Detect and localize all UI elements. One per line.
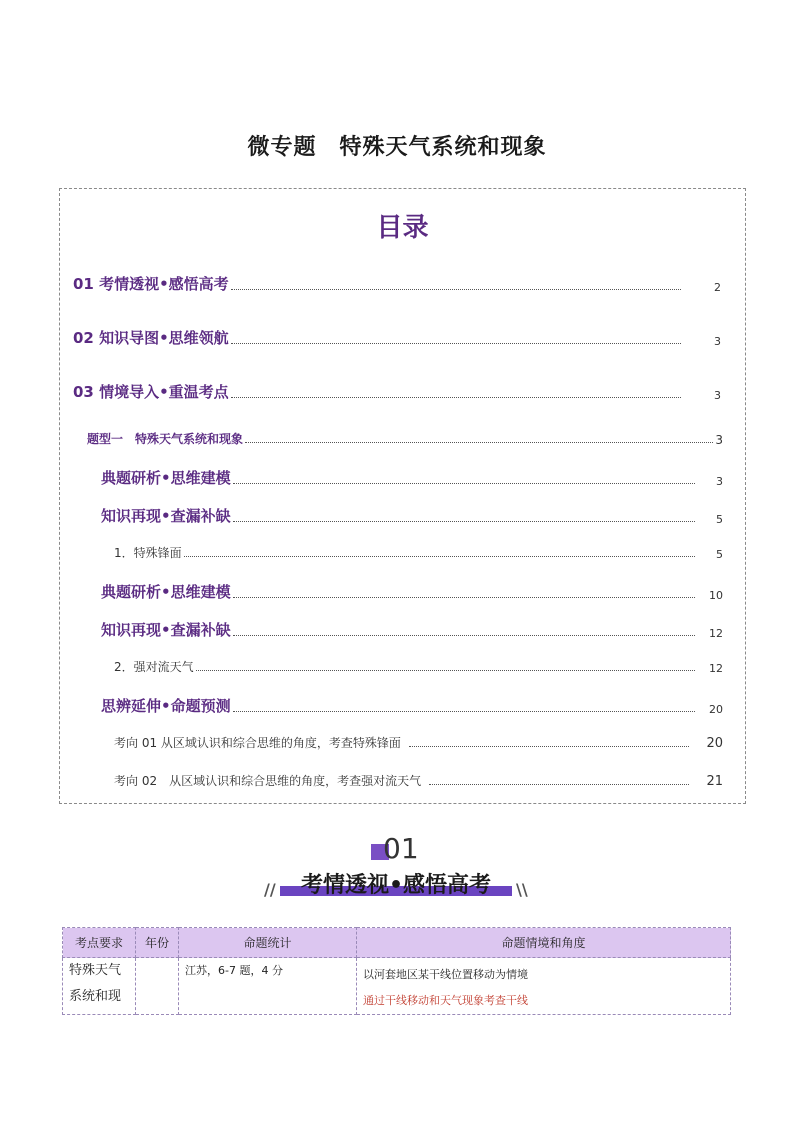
context-line-2: 通过干线移动和天气现象考查干线 <box>363 994 528 1007</box>
header-year: 年份 <box>136 928 179 958</box>
toc-entry-01[interactable]: 01 考情透视•感悟高考 2 <box>73 275 721 294</box>
cell-stats: 江苏，6-7 题，4 分 <box>179 958 357 1015</box>
section-number: 01 <box>383 832 419 865</box>
header-context: 命题情境和角度 <box>357 928 731 958</box>
page-title: 微专题 特殊天气系统和现象 <box>247 135 547 160</box>
toc-entry-review-1[interactable]: 知识再现•查漏补缺 5 <box>101 507 723 526</box>
header-stats: 命题统计 <box>179 928 357 958</box>
toc-entry-02[interactable]: 02 知识导图•思维领航 3 <box>73 329 721 348</box>
right-slash-mark: \\ <box>516 880 528 899</box>
toc-entry-convection[interactable]: 2．强对流天气 12 <box>114 660 723 675</box>
cell-context <box>357 958 731 1015</box>
cell-year <box>136 958 179 1015</box>
toc-entry-direction-01[interactable]: 考向 01 从区域认识和综合思维的角度，考查特殊锋面 20 <box>114 736 723 751</box>
table-of-contents <box>59 188 746 804</box>
toc-heading: 目录 <box>376 213 429 243</box>
toc-entry-direction-02[interactable]: 考向 02 从区域认识和综合思维的角度，考查强对流天气 21 <box>114 774 723 789</box>
left-slash-mark: // <box>264 880 276 899</box>
section-title: 考情透视•感悟高考 <box>300 873 492 898</box>
toc-entry-type-1[interactable]: 题型一 特殊天气系统和现象 3 <box>87 432 723 447</box>
toc-entry-analysis-2[interactable]: 典题研析•思维建模 10 <box>101 583 723 602</box>
toc-entry-review-2[interactable]: 知识再现•查漏补缺 12 <box>101 621 723 640</box>
toc-entry-analysis-1[interactable]: 典题研析•思维建模 3 <box>101 469 723 488</box>
toc-entry-03[interactable]: 03 情境导入•重温考点 3 <box>73 383 721 402</box>
header-requirement: 考点要求 <box>63 928 136 958</box>
cell-requirement: 特殊天气系统和现 <box>63 958 136 1015</box>
toc-entry-special-front[interactable]: 1．特殊锋面 5 <box>114 546 723 561</box>
table-row <box>63 958 731 1015</box>
table-header-row <box>63 928 731 958</box>
context-line-1: 以河套地区某干线位置移动为情境 <box>363 968 528 981</box>
toc-entry-extension[interactable]: 思辨延伸•命题预测 20 <box>101 697 723 716</box>
exam-analysis-table <box>62 927 731 1015</box>
